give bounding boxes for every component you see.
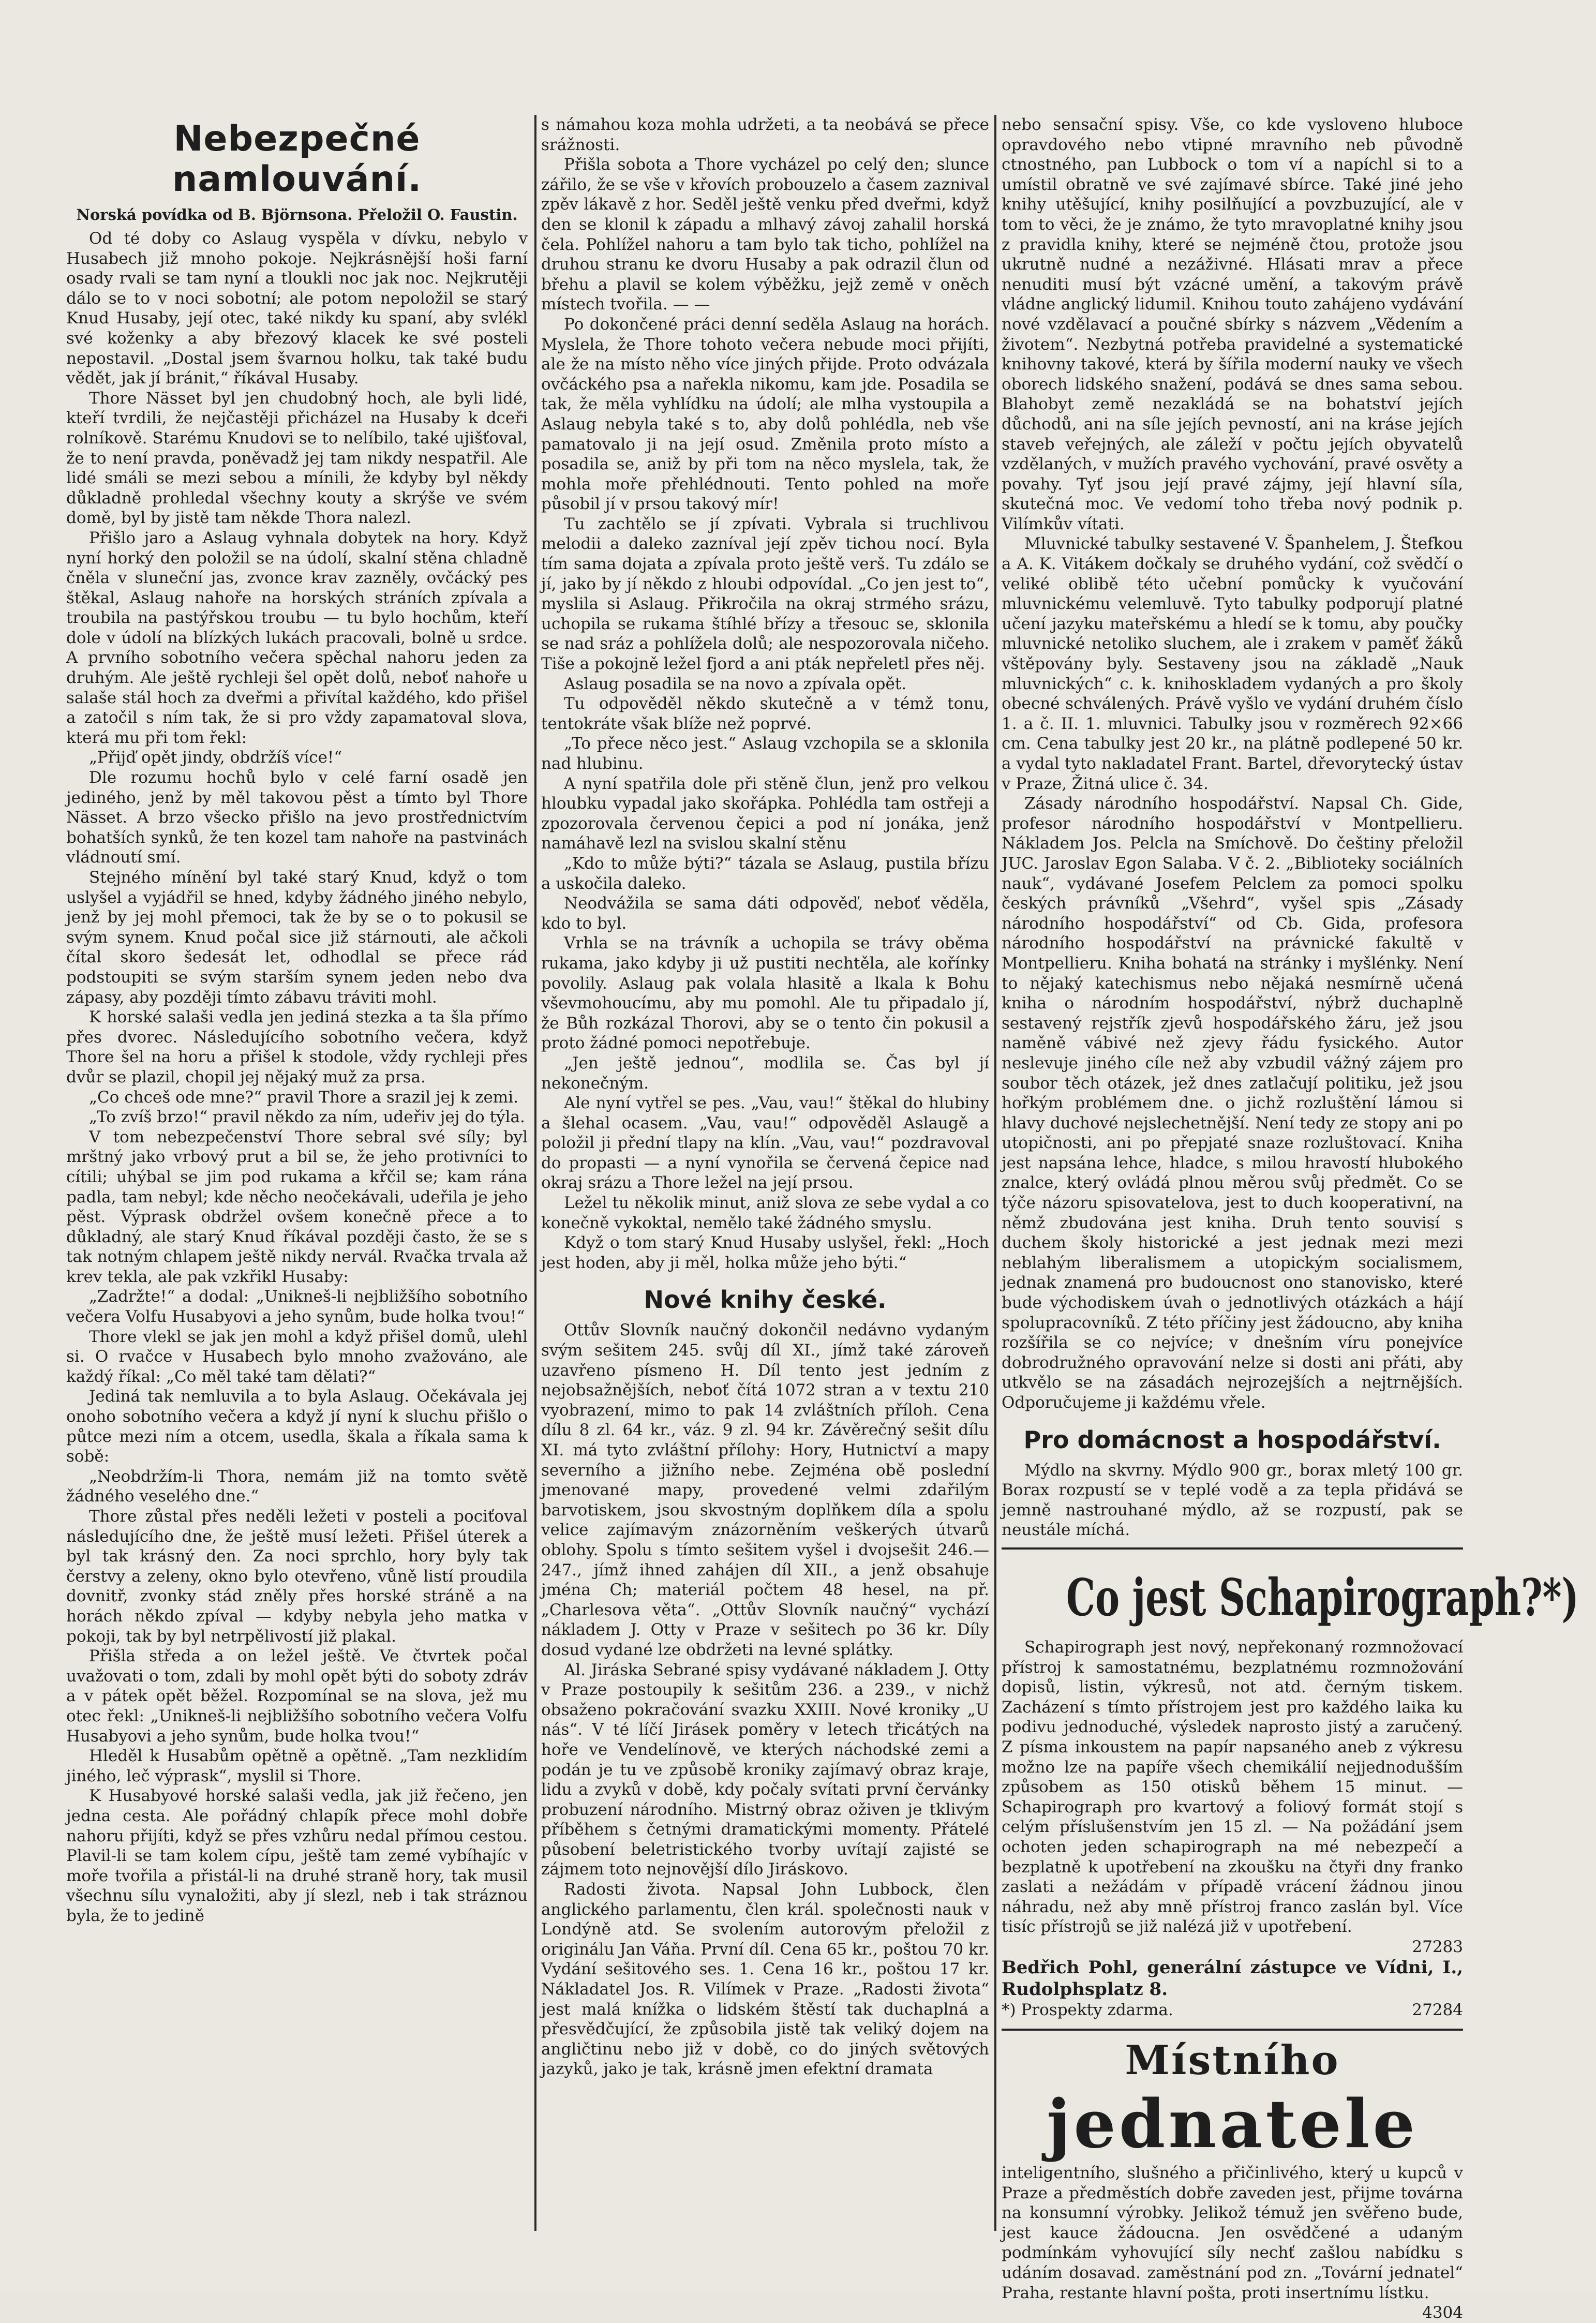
- books-section-title: Nové knihy české.: [644, 1286, 887, 1314]
- story-paragraph: A nyní spatřila dole při stěně člun, jenž pro velkou hloubku vypadal jako skořápka. Pohlédla tam ostřeji a zpozorovala červenou čepici a pod ní jonáka, jenž namáhavě lezl na svislou skalní stěnu: [541, 774, 989, 853]
- ad-body: Schapirograph jest nový, nepřekonaný rozmnožovací přístroj k samostatnému, bezplatnému rozmnožování dopisů, listin, výkresů, not atd. černým tiskem. Zacházení s tímto přístrojem jest pro každého laika ku podivu jednoduché, výsledek naprosto jistý a zaručený. Z písma inkoustem na papír napsaného aneb z výkresu možno lze na papíře všech chemikálií nejjednodušším způsobem as 150 otisků během 15 minut. — Schapirograph pro kvartový a foliový formát stojí s celým příslušenstvím jen 15 zl. — Na požádání jsem ochoten jeden schapirograph na mé nebezpečí a bezplatně k upotřebení na zkoušku na čtyři dny franko zaslati a nežádám v případě vrácení žádnou jinou náhradu, než aby mně přístroj franco zaslán byl. Více tisíc přístrojů se již nalézá již v upotřebení.: [1002, 1637, 1463, 1937]
- story-paragraph: Jediná tak nemluvila a to byla Aslaug. Očekávala jej onoho sobotního večera a když jí nyní k sluchu přišlo o půtce mezi ním a otcem, usedla, škala a říkala sama k sobě:: [66, 1387, 528, 1466]
- story-paragraph: Aslaug posadila se na novo a zpívala opět.: [564, 674, 907, 693]
- story-paragraph: Vrhla se na trávník a uchopila se trávy oběma rukama, jako kdyby ji už pustiti nechtěla, ale kořínky povolily. Aslaug pak volala hlasitě a lkala k Bohu vševmohoucímu, aby mu pomohl. Ale tu připadalo jí, že Bůh rozkázal Thorovi, aby se o tento čin pokusil a proto žádné pomoci nepotřebuje.: [541, 934, 989, 1053]
- story-paragraph: Po dokončené práci denní seděla Aslaug na horách. Myslela, že Thore tohoto večera nebude moci přijíti, ale že na místo něho více jiných přijde. Proto odvázala ovčáckého psa a nařekla nikomu, kam jde. Posadila se tak, že měla vyhlídku na údolí; ale mlha vystoupila a Aslaug nebyla také s to, aby dolů pohlédla, neb vše pamatovalo ji na její osud. Změnila proto místo a posadila se, aniž by při tom na něco myslela, tak, že mohla moře přehlédnouti. Tento pohled na moře působil jí v prsou takový mír!: [541, 315, 989, 514]
- story-paragraph: Přišla sobota a Thore vycházel po celý den; slunce zářilo, že se vše v křovích probouzelo a časem zaznival zpěv lákavě z hor. Seděl ještě venku před dveřmi, když den se klonil k západu a mlhavý závoj zahalil horská čela. Pohlížel nahoru a tam bylo tak ticho, pohlížel na druhou stranu ke dvoru Husaby a pak odrazil člun od břehu a plavil se kolem výběžku, jejž země v oněch místech tvořila. — —: [541, 155, 989, 314]
- ad-code: 4304: [1422, 2303, 1463, 2322]
- story-paragraph: „Kdo to může býti?“ tázala se Aslaug, pustila břízu a uskočila daleko.: [541, 854, 989, 893]
- ad-footer: [1002, 2000, 1463, 2020]
- story-paragraph: Když o tom starý Knud Husaby uslyšel, řekl: „Hoch jest hoden, aby ji měl, holka může jeho býti.“: [541, 1233, 989, 1272]
- schapirograph-advertisement: [1002, 1547, 1579, 2020]
- ad-body: inteligentního, slušného a přičinlivého, který u kupců v Praze a předměstích dobře zaveden jest, přijme továrna na konsumní výrobky. Jelikož témuž jen svěřeno bude, jest kauce žádoucna. Jen osvědčené a udaným podmínkám vyhovující síly nechť zašlou nabídku s udáním dosavad. zaměstnání pod zn. „Tovární jednatel“ Praha, restante hlavní pošta, proti insertnímu lístku.: [1002, 2164, 1463, 2302]
- ad-code: 27284: [1412, 2001, 1463, 2020]
- story-paragraph: Dle rozumu hochů bylo v celé farní osadě jen jediného, jenž by měl takovou pěst a tímto byl Thore Nässet. A brzo všecko přišlo na jevo prostřednictvím bohatších synků, že ten kozel tam nahoře na pastvinách vládnoutí smí.: [66, 768, 528, 867]
- story-paragraph: K Husabyové horské salaši vedla, jak již řečeno, jen jedna cesta. Ale pořádný chlapík přece mohl dobře nahoru přijíti, když se přes vzhůru nedal přímou cestou. Plavil-li se tam kolem cípu, ještě tam zemé vybíhajíc v moře tvořila a přistál-li na druhé straně hory, tak musil všechnu sílu vynaložiti, aby jí slezl, neb i tak stráznou byla, že to jedině: [66, 1786, 528, 1925]
- story-paragraph: s námahou koza mohla udržeti, a ta neobává se přece srážnosti.: [541, 115, 989, 154]
- books-paragraph: Radosti života. Napsal John Lubbock, člen anglického parlamentu, člen král. společnosti nauk v Londýně atd. Se svolením autorovým přeložil z originálu Jan Váňa. První díl. Cena 65 kr., poštou 70 kr. Vydání sešitového ses. 1. Cena 16 kr., poštou 17 kr. Nákladatel Jos. R. Vilímek v Praze. „Radosti života“ jest malá knížka o lidském štěstí tak duchaplná a přesvědčující, že způsobila jistě tak veliký dojem na angličtinu nebo již v době, co do jiných světových jazyků, jako je tak, krásně jmen efektní dramata: [541, 1880, 989, 2079]
- domestic-section-title: Pro domácnost a hospodářství.: [1023, 1425, 1441, 1454]
- ad-heading-line-1: Místního: [1125, 2037, 1340, 2084]
- story-paragraph: K horské salaši vedla jen jediná stezka a ta šla přímo přes dvorec. Následujícího sobotního večera, když Thore šel na horu a přišel k stodole, vždy rychleji přes dvůr se plazil, chopil jej nějaký muž za prsa.: [66, 1008, 528, 1086]
- story-paragraph: Neodvážila se sama dáti odpověď, neboť věděla, kdo to byl.: [541, 894, 989, 933]
- story-paragraph: Thore zůstal přes neděli ležeti v posteli a pociťoval následujícího dne, že ještě musí ležeti. Přišel úterek a byl tak krásný den. Za noci sprchlo, hory byly tak čerstvy a zeleny, okno bylo otevřeno, vůně listí proudila dovnitř, zvonky stád zněly přes horské stráně a na horách někdo zpíval — kdyby nebyla jeho matka v pokoji, tak by byl netrpělivostí již plakal.: [66, 1507, 528, 1646]
- story-paragraph: „To zvíš brzo!“ pravil někdo za ním, udeřiv jej do týla.: [89, 1108, 525, 1127]
- books-paragraph: Ottův Slovník naučný dokončil nedávno vydaným svým sešitem 245. svůj díl XI., jímž také zároveň uzavřeno písmeno H. Díl tento jest jedním z nejobsažnějších, neboť čítá 1072 stran a v textu 210 vyobrazení, mimo to pak 14 zvláštních příloh. Cena dílu 8 zl. 64 kr., váz. 9 zl. 94 kr. Závěrečný sešit dílu XI. má tyto zvláštní přílohy: Hory, Hutnictví a mapy severního a jižního nebe. Zejména obě poslední jmenované mapy, provedené velmi zdařilým barvotiskem, jsou skvostným doplňkem díla a spolu velice zajímavým znázorněním veškerých útvarů oblohy. Spolu s tímto sešitem vyšel i dvojsešit 246.—247., jímž ihned zahájen díl XII., a jenž obsahuje jména Ch; materiál počtem 48 hesel, na př. „Charlesova věta“. „Ottův Slovník naučný“ vychází nákladem J. Otty v Praze v sešitech po 36 kr. Díly dosud vydané lze obdržeti na levné splátky.: [541, 1321, 989, 1659]
- story-paragraph: Ale nyní vytřel se pes. „Vau, vau!“ štěkal do hlubiny a šlehal ocasem. „Vau, vau!“ odpověděl Aslaugě a položil ji přední tlapy na klín. „Vau, vau!“ pozdravoval do propasti — a nyní vynořila se červená čepice nad okraj srázu a Thore ležel na její prsou.: [541, 1094, 989, 1193]
- story-paragraph: „Zadržte!“ a dodal: „Unikneš-li nejbližšího sobotního večera Volfu Husabyovi a jeho synům, bude holka tvou!“: [66, 1287, 528, 1327]
- story-paragraph: Stejného mínění byl také starý Knud, když o tom uslyšel a vyjádřil se hned, kdyby žádného jiného nebylo, jenž by jej mohl přemoci, tak že by se o to pokusil se svým synem. Knud počal sice již stárnouti, ale ačkoli čítal skoro šedesát let, odhodlal se přece rád podstoupiti se svým starším synem jeden nebo dva zápasy, aby později tímto zábavu tráviti mohl.: [66, 868, 528, 1007]
- story-paragraph: Přišlo jaro a Aslaug vyhnala dobytek na hory. Když nyní horký den položil se na údolí, skalní stěna chladně čněla v sluneční jas, zvonce krav zazněly, ovčácký pes štěkal, Aslaug nahoře na horských stráních zpívala a troubila na pastýřskou troubu — tu bylo hochům, kteří dole v údolí na blízkých lukách pracovali, bolně u srdce. A prvního sobotního večera spěchal nahoru jeden za druhým. Ale ještě rychleji šel opět dolů, neboť nahoře u salaše stál hoch za dveřmi a přivítal každého, kdo přišel a zatočil s ním tak, že si pro vždy zapamatoval slova, která mu při tom řekl:: [66, 528, 528, 747]
- story-paragraph: Hleděl k Husabům opětně a opětně. „Tam nezklidím jiného, leč výprask“, myslil si Thore.: [66, 1747, 528, 1785]
- column-2: [541, 115, 989, 2231]
- story-paragraph: V tom nebezpečenství Thore sebral své síly; byl mrštný jako vrbový prut a bil se, že jeho protivníci to cítili; uhýbal se jim pod rukama a křčil se; kam rána padla, tam nebyl; kde něcho neočekávali, udeřila je jeho pěst. Výprask obdržel ovšem konečně přece a to důkladný, ale starý Knud říkával později často, že se s tak notným chlapem ještě nikdy nervál. Rvačka trvala až krev tekla, ale pak vzkřikl Husaby:: [66, 1127, 528, 1286]
- story-paragraph: Ležel tu několik minut, aniž slova ze sebe vydal a co konečně vykoktal, nemělo také žádného smyslu.: [541, 1194, 989, 1232]
- ad-headline: Co jest Schapirograph?*): [1066, 1568, 1579, 1628]
- column-3: [1002, 115, 1579, 2322]
- story-paragraph: „Neobdržím-li Thora, nemám již na tomto světě žádného veselého dne.“: [66, 1467, 528, 1506]
- ad-signature: Bedřich Pohl, generální zástupce ve Vídni, I., Rudolphsplatz 8.: [1002, 1957, 1463, 2000]
- story-paragraph: Thore vlekl se jak jen mohl a když přišel domů, ulehl si. O rvačce v Husabech bylo mnoho zvažováno, ale každý říkal: „Co měl také tam dělati?“: [66, 1327, 528, 1386]
- story-paragraph: „To přece něco jest.“ Aslaug vzchopila se a sklonila nad hlubinu.: [541, 734, 989, 773]
- story-paragraph: Tu zachtělo se jí zpívati. Vybrala si truchlivou melodii a daleko zazníval její zpěv tichou nocí. Byla tím sama dojata a zpívala proto ještě verš. Tu zdálo se jí, jako by jí někdo z hloubi odpovídal. „Co jen jest to“, myslila si Aslaug. Přikročila na okraj strmého srázu, uchopila se rukama štíhlé břízy a třesouc se, sklonila se nad sráz a pohlížela dolů; ale nespozorovala ničeho. Tiše a pokojně ležel fjord a ani pták nepřeletl přes něj.: [541, 514, 989, 674]
- books-paragraph: Mluvnické tabulky sestavené V. Španhelem, J. Štefkou a A. K. Vitákem dočkaly se druhého vydání, což svědčí o veliké oblibě této učební pomůcky k vyučování mluvnickému velemluvě. Tyto tabulky podporují platné učení jazyku mateřskému a hledí se k tomu, aby poučky mluvnické netoliko sluchem, ale i zrakem v paměť žáků vštěpovány byly. Sestaveny jsou na základě „Nauk mluvnických“ c. k. knihoskladem vydaných a pro školy obecné schválených. Právě vyšlo ve vydání druhém číslo 1. a č. II. 1. mluvnici. Tabulky jsou v rozměrech 92×66 cm. Cena tabulky jest 20 kr., na plátně podlepené 50 kr. a vydal tyto nakladatel Frant. Bartel, dřevorytecký ústav v Praze, Žitná ulice č. 34.: [1002, 534, 1463, 793]
- ad-heading-line-2: jednatele: [1047, 2086, 1418, 2164]
- column-rule-left: [534, 115, 536, 2231]
- ad-code: 27283: [1412, 1937, 1463, 1956]
- story-paragraph: Od té doby co Aslaug vyspěla v dívku, nebylo v Husabech již mnoho pokoje. Nejkrásnější hoši farní osady rvali se tam nyní a tloukli noc jak noc. Nejkrutěji dálo se to v noci sobotní; ale potom nepoložil se starý Knud Husaby, její otec, také nikdy ku spaní, aby svlékl své koženky a aby březový klacek ke své posteli nepostavil. „Dostal jsem švarnou holku, tak také budu vědět, jak jí bránit,“ říkával Husaby.: [66, 229, 528, 388]
- ad-footnote: *) Prospekty zdarma.: [1002, 2001, 1173, 2020]
- story-byline: Norská povídka od B. Björnsona. Přeložil O. Faustin.: [76, 206, 518, 224]
- story-paragraph: Tu odpověděl někdo skutečně a v témž tonu, tentokráte však blíže než poprvé.: [541, 694, 989, 733]
- story-paragraph: Přišla středa a on ležel ještě. Ve čtvrtek počal uvažovati o tom, zdali by mohl opět býti do soboty zdráv a v pátek opět běžel. Rozpomínal se na slova, jež mu otec řekl: „Unikneš-li nejbližšího sobotního večera Volfu Husabyovi a jeho synům, bude holka tvou!“: [66, 1647, 528, 1746]
- story-paragraph: Thore Nässet byl jen chudobný hoch, ale byli lidé, kteří tvrdili, že nejčastěji přicházel na Husaby k dceři rolníkově. Starému Knudovi se to nelíbilo, také ujišťoval, že to není pravda, poněvadž jej tam nikdy nespatřil. Ale lidé smáli se mezi sebou a mínili, že kdyby byl někdy důkladně prohledal všechny kouty a skrýše ve svém domě, byl by jistě tam někde Thora nalezl.: [66, 389, 528, 528]
- column-rule-right: [994, 115, 996, 2231]
- books-paragraph: Zásady národního hospodářství. Napsal Ch. Gide, profesor národního hospodářství v Montpellieru. Nákladem Jos. Pelcla na Smíchově. Do češtiny přeložil JUC. Jaroslav Egon Salaba. V č. 2. „Biblioteky sociálních nauk“, vydávané Josefem Pelclem za pomoci spolku českých právníků „Všehrd“, vyšel spis „Zásady národního hospodářství“ od Cb. Gida, profesora národního hospodářství na právnické fakultě v Montpellieru. Kniha bohatá na stránky i myšlénky. Není to nějaký katechismus nebo nějaká nesmírně učená kniha o národním hospodářství, nýbrž duchaplně sestavený rejstřík zjevů hospodářského žáru, jež jsou naměně vábivé než zjevy řádu fysického. Autor neslevuje jiného cíle než aby vzbudil vážný zájem pro soubor těch otázek, jež dnes zatlačují politiku, jež jsou hořkým problémem dne. o jichž rozluštění lámou si hlavy duchové nejslechetnější. Není tedy ze stopy ani po utopičnosti, ani po přepjaté snaze rozluštovací. Kniha jest napsána lehce, hladce, s milou hravostí hlubokého znalce, který ovládá plnou měrou svůj předmět. Co se týče názoru spisovatelova, jest to duch kooperativní, na němž zbudována jest kniha. Druh tento souvisí s duchem školy historické a jest jednak mezi mezi neblahým liberalismem a utopickým socialismem, jednak znamená pro budoucnost ono stanovisko, které bude východiskem úvah o jednotlivých otázkách a hájí spolupracovníků. Z této příčiny jest žádoucno, aby kniha rozšířila se co nejvíce; v dnešním víru ponejvíce dobrodružného opravování nelze si dosti ani přáti, aby utkvělo se na zásadách nejrozejších a nejtrnějších. Odporučujeme ji každému vřele.: [1002, 794, 1463, 1412]
- books-paragraph: Al. Jiráska Sebrané spisy vydávané nákladem J. Otty v Praze postoupily k sešitům 236. a 239., v nichž obsaženo pokračování svazku XXIII. Nové kroniky „U nás“. V té líčí Jirásek poměry v letech třicátých na hoře ve Vendelínově, ve kterých náchodské zemi a podán je tu ve způsobě kroniky zajímavý obraz kraje, lidu a zvyků v době, kdy počaly svítati první červánky probuzení národního. Mistrný obraz oživen je tklivým příběhem s četnými dramatickými momenty. Přátelé působení beletristického tvorby uvítají zajisté se zájmem toto nejnovější dílo Jiráskovo.: [541, 1660, 989, 1879]
- story-title: Nebezpečné namlouvání.: [172, 118, 422, 200]
- column-1: [66, 115, 528, 2231]
- agent-advertisement: [1002, 2029, 1463, 2323]
- story-paragraph: „Přijď opět jindy, obdržíš více!“: [89, 748, 342, 767]
- story-paragraph: „Jen ještě jednou“, modlila se. Čas byl jí nekonečným.: [541, 1053, 989, 1093]
- story-paragraph: „Co chceš ode mne?“ pravil Thore a srazil jej k zemi.: [89, 1088, 518, 1107]
- books-paragraph: nebo sensační spisy. Vše, co kde vysloveno hluboce opravdového nebo vtipné mravního neb původně ctnostného, pan Lubbock o tom ví a napíchl si to a umístil obratně ve své zajímavé sbírce. Také jiné jeho knihy utěšující, knihy posilňující a povzbuzující, ale v tom to věci, že je známo, že tyto mravoplatné knihy jsou z pravidla knihy, které se nejméně čtou, protože jsou ukrutně nudné a nezáživné. Hlásati mrav a přece nenuditi musí být vzácné umění, a takovým právě vládne anglický lidumil. Knihou touto zahájeno vydávání nové vzdělavací a poučné sbírky s názvem „Vědením a životem“. Nezbytná potřeba pravidelné a systematické knihovny takové, která by šířila moderní nauky ve všech oborech lidského snažení, podává se dnes sama sebou. Blahobyt země nezakládá se na bohatství jejích důchodů, ani na síle jejích pevností, ani na kráse jejích staveb veřejných, ale záleží v počtu jejích obyvatelů vzdělaných, v mužích pravého vychování, pravé osvěty a povahy. Tyť jsou její pravé zájmy, její hlavní síla, skutečná moc. Ve vedomí toho třeba nový podnik p. Vilímkův vítati.: [1002, 115, 1463, 533]
- domestic-tip: Mýdlo na skvrny. Mýdlo 900 gr., borax mletý 100 gr. Borax rozpustí se v teplé vodě a za tepla přidává se jemně nastrouhané mýdlo, až se rozpustí, pak se neustále míchá.: [1002, 1461, 1463, 1540]
